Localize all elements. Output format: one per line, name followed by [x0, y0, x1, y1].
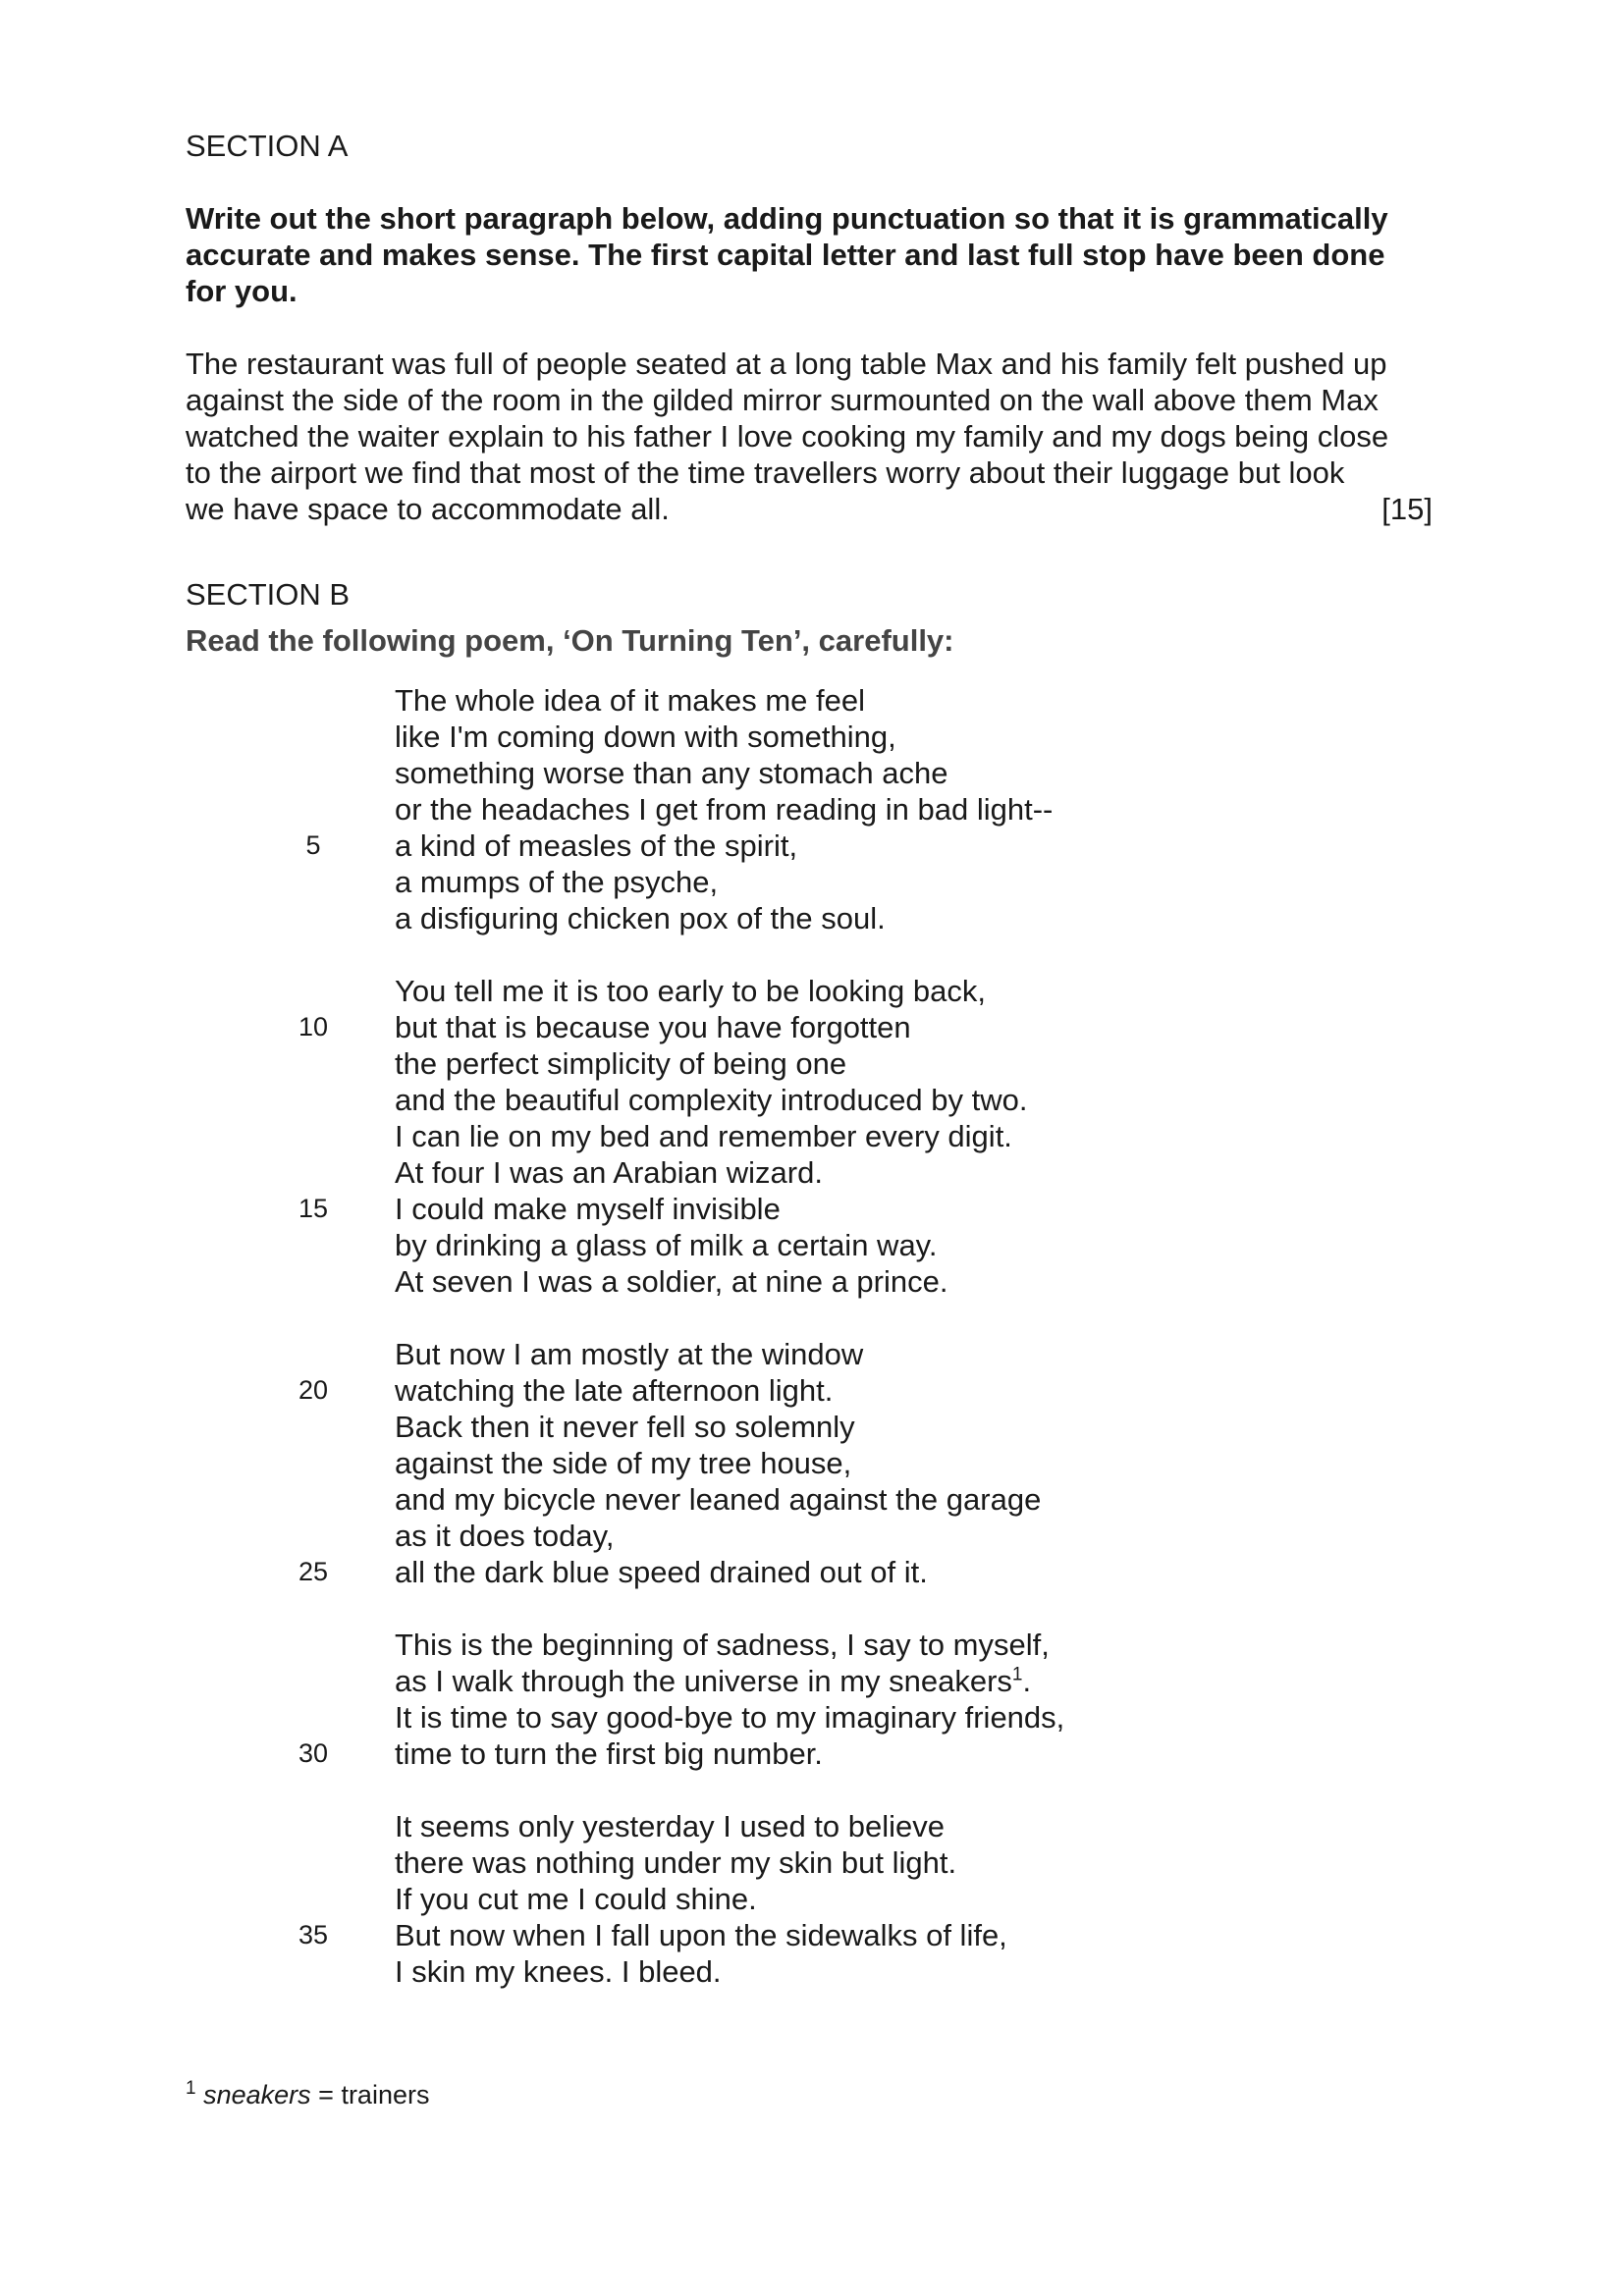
paragraph-line: against the side of the room in the gilded mirror surmounted on the wall above them Max: [186, 383, 1379, 417]
poem-line-text: It seems only yesterday I used to believe: [395, 1809, 946, 1843]
poem-line: [186, 719, 1433, 755]
footnote: [186, 2079, 429, 2110]
poem-line: [186, 1154, 1433, 1191]
paragraph-line: watched the waiter explain to his father I love cooking my family and my dogs being close: [186, 419, 1389, 454]
poem-line: [186, 1554, 1433, 1590]
line-number: 10: [298, 1012, 329, 1041]
poem-line: [186, 1409, 1433, 1445]
poem-line: [186, 1953, 1433, 1990]
poem-line: [186, 1808, 1433, 1844]
poem-line-text: a mumps of the psyche,: [395, 865, 719, 899]
poem-line-text: Back then it never fell so solemnly: [395, 1410, 855, 1444]
poem-line: [186, 1191, 1433, 1227]
line-number: 5: [305, 830, 321, 860]
poem-line-text: At four I was an Arabian wizard.: [395, 1155, 823, 1190]
poem-line: [186, 1372, 1433, 1409]
poem-line: [186, 864, 1433, 900]
poem-line: [186, 1627, 1433, 1663]
poem-line-text: time to turn the first big number.: [395, 1736, 823, 1771]
poem-stanza: [186, 1627, 1433, 1772]
footnote-marker: 1: [186, 2078, 196, 2099]
footnote-term: sneakers: [203, 2080, 311, 2109]
poem-line-text: The whole idea of it makes me feel: [395, 683, 866, 718]
poem-line: [186, 1881, 1433, 1917]
poem-line-text: the perfect simplicity of being one: [395, 1046, 847, 1081]
paragraph-last-line: [186, 491, 1433, 527]
poem-line: [186, 682, 1433, 719]
poem-line-text: If you cut me I could shine.: [395, 1882, 757, 1916]
section-b-heading: SECTION B: [186, 577, 351, 612]
poem-line: [186, 1336, 1433, 1372]
poem-line: [186, 1445, 1433, 1481]
footnote-definition: = trainers: [318, 2080, 430, 2109]
poem-line-text: but that is because you have forgotten: [395, 1010, 911, 1044]
line-number: 15: [298, 1194, 329, 1223]
poem-line: [186, 1699, 1433, 1735]
poem-line: [186, 1118, 1433, 1154]
poem-line: [186, 1227, 1433, 1263]
poem-line-text: by drinking a glass of milk a certain way.: [395, 1228, 938, 1262]
instruction-line: for you.: [186, 274, 298, 308]
footnote-reference: 1: [1011, 1664, 1023, 1685]
poem-line: [186, 1263, 1433, 1300]
poem-line-text: a kind of measles of the spirit,: [395, 828, 798, 863]
instruction-line: Write out the short paragraph below, adding punctuation so that it is grammatically: [186, 201, 1388, 236]
line-number: 35: [298, 1920, 329, 1949]
poem-line-text: I can lie on my bed and remember every digit.: [395, 1119, 1012, 1153]
poem-line-punctuation: .: [1022, 1664, 1032, 1698]
poem-stanza: [186, 1336, 1433, 1590]
poem-line: [186, 1009, 1433, 1045]
poem-line-text: At seven I was a soldier, at nine a prince.: [395, 1264, 948, 1299]
poem-stanza: [186, 1808, 1433, 1990]
poem-line: [186, 1735, 1433, 1772]
poem-line: [186, 1844, 1433, 1881]
poem-line-text: as it does today,: [395, 1519, 615, 1553]
line-number: 25: [298, 1557, 329, 1586]
poem-line-text: This is the beginning of sadness, I say to myself,: [395, 1628, 1050, 1662]
poem-line: [186, 973, 1433, 1009]
poem-line-text: something worse than any stomach ache: [395, 756, 948, 790]
poem-line-text: or the headaches I get from reading in bad light--: [395, 792, 1054, 827]
section-a-instruction: [186, 200, 1433, 309]
poem-line-text: watching the late afternoon light.: [395, 1373, 834, 1408]
poem-line: [186, 1917, 1433, 1953]
poem-line-text: I skin my knees. I bleed.: [395, 1954, 722, 1989]
instruction-line: accurate and makes sense. The first capital letter and last full stop have been done: [186, 238, 1385, 272]
poem-line: [186, 1481, 1433, 1518]
line-number: 30: [298, 1738, 329, 1768]
poem-line-text: and my bicycle never leaned against the garage: [395, 1482, 1042, 1517]
poem-line-text: there was nothing under my skin but light.: [395, 1845, 957, 1880]
poem-line-text: all the dark blue speed drained out of it.: [395, 1555, 928, 1589]
poem-line-text: But now when I fall upon the sidewalks of life,: [395, 1918, 1007, 1952]
line-number: 20: [298, 1375, 329, 1405]
poem: [186, 682, 1433, 1990]
paragraph-line: we have space to accommodate all.: [186, 492, 670, 526]
poem-line: [186, 828, 1433, 864]
poem-line-text: I could make myself invisible: [395, 1192, 781, 1226]
poem-line-text: against the side of my tree house,: [395, 1446, 852, 1480]
paragraph-line: The restaurant was full of people seated at a long table Max and his family felt pushed up: [186, 347, 1387, 381]
unpunctuated-paragraph: [186, 346, 1433, 527]
poem-line: [186, 755, 1433, 791]
poem-line-text: You tell me it is too early to be looking back,: [395, 974, 986, 1008]
poem-line-text: But now I am mostly at the window: [395, 1337, 864, 1371]
poem-stanza: [186, 682, 1433, 936]
poem-stanza: [186, 973, 1433, 1300]
poem-line-text: like I'm coming down with something,: [395, 720, 896, 754]
exam-page: [186, 128, 1433, 2026]
marks-allocation: [15]: [1381, 492, 1433, 526]
poem-line: [186, 1663, 1433, 1699]
paragraph-line: to the airport we find that most of the time travellers worry about their luggage but look: [186, 455, 1345, 490]
poem-line: [186, 900, 1433, 936]
poem-line-text: and the beautiful complexity introduced by two.: [395, 1083, 1028, 1117]
section-b-instruction: Read the following poem, ‘On Turning Ten’, carefully:: [186, 623, 954, 658]
poem-line: [186, 1045, 1433, 1082]
poem-line: [186, 1518, 1433, 1554]
poem-line-text: as I walk through the universe in my sneakers: [395, 1664, 1012, 1698]
poem-line: [186, 791, 1433, 828]
section-a-heading: SECTION A: [186, 129, 349, 163]
poem-line-text: a disfiguring chicken pox of the soul.: [395, 901, 886, 935]
poem-line: [186, 1082, 1433, 1118]
poem-line-text: It is time to say good-bye to my imaginary friends,: [395, 1700, 1065, 1735]
